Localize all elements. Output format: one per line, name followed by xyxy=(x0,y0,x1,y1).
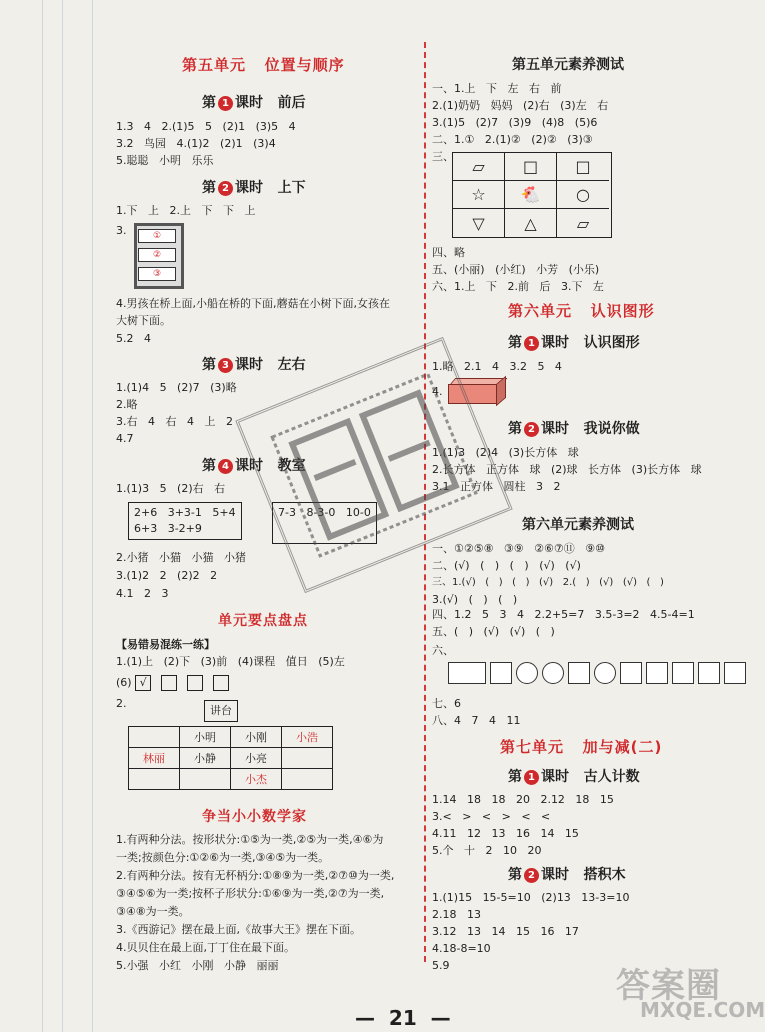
picture-icon xyxy=(620,662,642,684)
answer-line: 1.(1)15 15-5=10 (2)13 13-3=10 xyxy=(432,891,630,904)
answer-line: 1.(1)3 (2)4 (3)长方体 球 xyxy=(432,446,579,459)
picture-icon xyxy=(568,662,590,684)
answer-line: 五、( ) (√) (√) ( ) xyxy=(432,625,555,638)
answer-line: 5.9 xyxy=(432,959,450,972)
answer-line: 四、1.2 5 3 4 2.2+5=7 3.5-3=2 4.5-4=1 xyxy=(432,608,695,621)
shape-cell: □ xyxy=(505,153,557,181)
u7-lesson1-title: 第 1 课时 古人计数 xyxy=(508,769,640,785)
drawer-label: ① xyxy=(138,229,176,243)
seat-cell: 小刚 xyxy=(231,727,282,748)
podium-box: 讲台 xyxy=(204,700,238,722)
answer-line: 1.下 上 2.上 下 下 上 xyxy=(116,204,256,217)
margin-line xyxy=(42,0,43,1032)
checkbox-row: (6) √ xyxy=(116,675,239,691)
answer-line: ③④⑤⑥为一类;按杯子形状分:①⑥⑨为一类,②⑦为一类, xyxy=(116,887,385,900)
answer-line: 五、(小丽) (小红) 小芳 (小乐) xyxy=(432,263,600,276)
answer-line: 4.11 12 13 16 14 15 xyxy=(432,827,579,840)
answer-line: 七、6 xyxy=(432,697,461,710)
seat-cell xyxy=(282,748,333,769)
shape-cell: ▱ xyxy=(453,153,505,181)
answer-line: 2.有两种分法。按有无杯柄分:①⑧⑨为一类,②⑦⑩为一类, xyxy=(116,869,395,882)
seat-cell: 小亮 xyxy=(231,748,282,769)
answer-line: 4.贝贝住在最上面,丁丁住在最下面。 xyxy=(116,941,295,954)
answer-line: ③④⑧为一类。 xyxy=(116,905,190,918)
shape-cell: □ xyxy=(557,153,609,181)
shape-cell: ○ xyxy=(557,181,609,209)
answer-line: 5.聪聪 小明 乐乐 xyxy=(116,154,214,167)
answer-line: 5.小强 小红 小刚 小静 丽丽 xyxy=(116,959,279,972)
answer-line: 4.7 xyxy=(116,432,134,445)
shape-cell: △ xyxy=(505,209,557,237)
shape-cell: ☆ xyxy=(453,181,505,209)
seat-cell xyxy=(129,727,180,748)
unit6-title: 第六单元 认识图形 xyxy=(508,302,655,320)
seat-cell xyxy=(180,769,231,790)
checkbox-empty xyxy=(187,675,203,691)
answer-line: 2.略 xyxy=(116,398,138,411)
answer-line: 3.12 13 14 15 16 17 xyxy=(432,925,579,938)
mix-practice-title: 【易错易混练一练】 xyxy=(116,638,215,651)
math-title: 争当小小数学家 xyxy=(202,809,307,825)
shape-cell: 🐔 xyxy=(505,181,557,209)
unit7-title: 第七单元 加与减(二) xyxy=(500,738,663,756)
picture-icon xyxy=(490,662,512,684)
checkbox-empty xyxy=(161,675,177,691)
answer-line: 三、1.(√) ( ) ( ) (√) 2.( ) (√) (√) ( ) xyxy=(432,577,664,588)
shape-cell: ▽ xyxy=(453,209,505,237)
answer-line: 4. xyxy=(432,385,443,398)
checkbox-empty xyxy=(213,675,229,691)
seat-cell: 小浩 xyxy=(282,727,333,748)
answer-line: 大树下面。 xyxy=(116,314,171,327)
checkbox-checked: √ xyxy=(135,675,151,691)
answer-line: 1.有两种分法。按形状分:①⑤为一类,②⑤为一类,④⑥为 xyxy=(116,833,384,846)
answer-line: 3.(1)5 (2)7 (3)9 (4)8 (5)6 xyxy=(432,116,598,129)
answer-line: 2. xyxy=(116,697,127,710)
answer-line: 八、4 7 4 11 xyxy=(432,714,521,727)
answer-line: 1.(1)4 5 (2)7 (3)略 xyxy=(116,381,237,394)
picture-icon xyxy=(594,662,616,684)
site-watermark-url: MXQE.COM xyxy=(640,998,765,1022)
drawer-label: ② xyxy=(138,248,176,262)
picture-icon xyxy=(646,662,668,684)
seat-cell: 小杰 xyxy=(231,769,282,790)
stamp-graphic xyxy=(264,366,483,563)
answer-line: 一类;按颜色分:①②⑥为一类,③④⑤为一类。 xyxy=(116,851,330,864)
u6-lesson1-title: 第 1 课时 认识图形 xyxy=(508,335,640,351)
answer-line: 4.18-8=10 xyxy=(432,942,491,955)
answer-line: 1.(1)3 5 (2)右 右 xyxy=(116,482,226,495)
picture-icon xyxy=(672,662,694,684)
seat-cell: 小明 xyxy=(180,727,231,748)
seating-table xyxy=(128,726,333,790)
answer-line: 3.(√) ( ) ( ) xyxy=(432,593,518,606)
answer-line: 一、1.上 下 左 右 前 xyxy=(432,82,562,95)
answer-line: 1.14 18 18 20 2.12 18 15 xyxy=(432,793,614,806)
answer-line: 3.《西游记》摆在最上面,《故事大王》摆在下面。 xyxy=(116,923,361,936)
answer-line: 3. xyxy=(116,224,127,237)
page-number: — 21 — xyxy=(355,1006,451,1030)
picture-row xyxy=(448,662,746,684)
picture-icon xyxy=(448,662,486,684)
answer-line: 一、①②⑤⑧ ③⑨ ②⑥⑦⑪ ⑨⑩ xyxy=(432,542,605,555)
answer-line: 四、略 xyxy=(432,246,465,259)
margin-line xyxy=(62,0,63,1032)
answer-line: 4.1 2 3 xyxy=(116,587,169,600)
answer-line: 4.男孩在桥上面,小船在桥的下面,蘑菇在小树下面,女孩在 xyxy=(116,297,390,310)
u6-lesson2-title: 第 2 课时 我说你做 xyxy=(508,421,640,437)
answer-line: 二、1.① 2.(1)② (2)② (3)③ xyxy=(432,133,593,146)
lesson3-title: 第 3 课时 左右 xyxy=(202,357,306,373)
answer-line: 六、 xyxy=(432,644,454,657)
shape-grid xyxy=(452,152,612,238)
answer-line: 5.个 十 2 10 20 xyxy=(432,844,542,857)
unit5-title: 第五单元 位置与顺序 xyxy=(182,56,345,74)
answer-line: 3.< > < > < < xyxy=(432,810,551,823)
shape-cell: ▱ xyxy=(576,213,590,233)
answer-line: 六、1.上 下 2.前 后 3.下 左 xyxy=(432,280,604,293)
review-title: 单元要点盘点 xyxy=(218,613,308,629)
lesson4-title: 第 4 课时 教室 xyxy=(202,458,306,474)
answer-line: 2.小猪 小猫 小猫 小猪 xyxy=(116,551,246,564)
lesson2-title: 第 2 课时 上下 xyxy=(202,180,306,196)
expression-box: 7-3 8-3-0 10-0 xyxy=(272,502,377,544)
picture-icon xyxy=(698,662,720,684)
lesson1-title: 第 1 课时 前后 xyxy=(202,95,306,111)
test5-title: 第五单元素养测试 xyxy=(512,57,624,73)
answer-line: 1.3 4 2.(1)5 5 (2)1 (3)5 4 xyxy=(116,120,296,133)
answer-line: 3.(1)2 2 (2)2 2 xyxy=(116,569,218,582)
answer-line: 5.2 4 xyxy=(116,332,151,345)
answer-line: 三、 xyxy=(432,150,454,163)
picture-icon xyxy=(516,662,538,684)
test6-title: 第六单元素养测试 xyxy=(522,517,634,533)
margin-line xyxy=(92,0,93,1032)
answer-line: 1.略 2.1 4 3.2 5 4 xyxy=(432,360,562,373)
seat-cell xyxy=(282,769,333,790)
seat-cell: 小静 xyxy=(180,748,231,769)
answer-line: 2.(1)奶奶 妈妈 (2)右 (3)左 右 xyxy=(432,99,609,112)
seat-cell: 林丽 xyxy=(129,748,180,769)
expression-box: 2+6 3+3-1 5+4 6+3 3-2+9 xyxy=(128,502,242,540)
site-watermark: 答案圈 xyxy=(616,966,721,1006)
answer-line: 2.长方体 正方体 球 (2)球 长方体 (3)长方体 球 xyxy=(432,463,702,476)
picture-icon xyxy=(724,662,746,684)
drawer-label: ③ xyxy=(138,267,176,281)
answer-line: 2.18 13 xyxy=(432,908,481,921)
answer-line: 1.(1)上 (2)下 (3)前 (4)课程 值日 (5)左 xyxy=(116,655,345,668)
seat-cell xyxy=(129,769,180,790)
u7-lesson2-title: 第 2 课时 搭积木 xyxy=(508,867,626,883)
picture-icon xyxy=(542,662,564,684)
answer-line: 3.2 鸟园 4.(1)2 (2)1 (3)4 xyxy=(116,137,276,150)
answer-line: 3.1 正方体 圆柱 3 2 xyxy=(432,480,561,493)
answer-line: 二、(√) ( ) ( ) (√) (√) xyxy=(432,559,581,572)
answer-line: 3.右 4 右 4 上 2 xyxy=(116,415,233,428)
